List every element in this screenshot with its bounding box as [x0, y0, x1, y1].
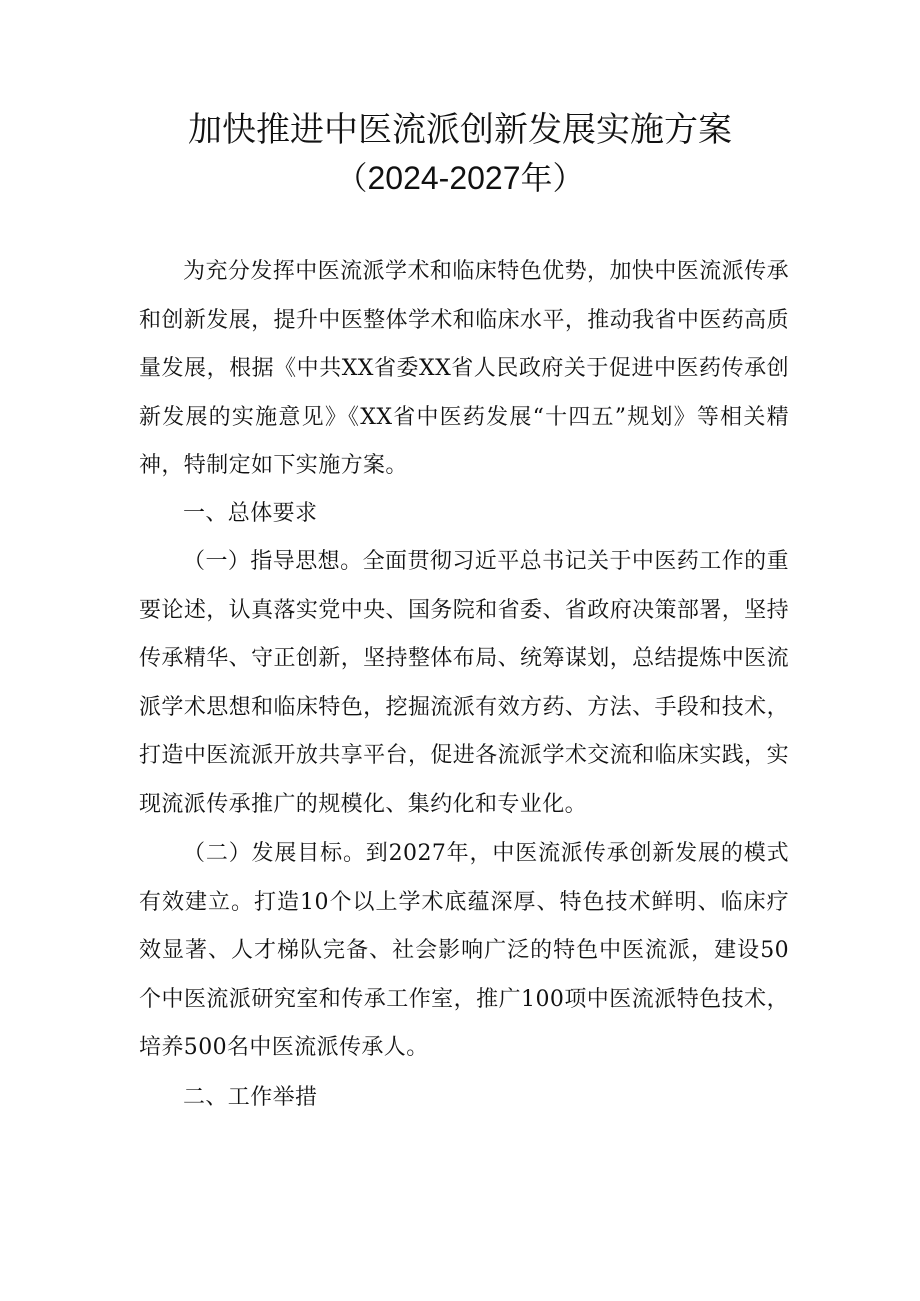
guiding-ideology-paragraph: （一）指导思想。全面贯彻习近平总书记关于中医药工作的重要论述，认真落实党中央、国务院和省委、省政府决策部署，坚持传承精华、守正创新，坚持整体布局、统筹谋划，总结提炼中医流派学术思想和临床特色，挖掘流派有效方药、方法、手段和技术，打造中医流派开放共享平台，促进各流派学术交流和临床实践，实现流派传承推广的规模化、集约化和专业化。: [139, 549, 789, 817]
intro-paragraph: 为充分发挥中医流派学术和临床特色优势，加快中医流派传承和创新发展，提升中医整体学术和临床水平，推动我省中医药高质量发展，根据《中共XX省委XX省人民政府关于促进中医药传承创新发展的实施意见》《XX省中医药发展“十四五”规划》等相关精神，特制定如下实施方案。: [139, 259, 789, 479]
development-goals-paragraph: （二）发展目标。到2027年，中医流派传承创新发展的模式有效建立。打造10个以上学术底蕴深厚、特色技术鲜明、临床疗效显著、人才梯队完备、社会影响广泛的特色中医流派，建设50个中医流派研究室和传承工作室，推广100项中医流派特色技术，培养500名中医流派传承人。: [139, 841, 789, 1061]
section-heading-general-requirements: 一、总体要求: [183, 501, 318, 526]
section-heading-work-measures: 二、工作举措: [183, 1085, 318, 1110]
document-title: 加快推进中医流派创新发展实施方案: [188, 110, 732, 150]
document-subtitle-years: （2024-2027年）: [335, 160, 585, 196]
